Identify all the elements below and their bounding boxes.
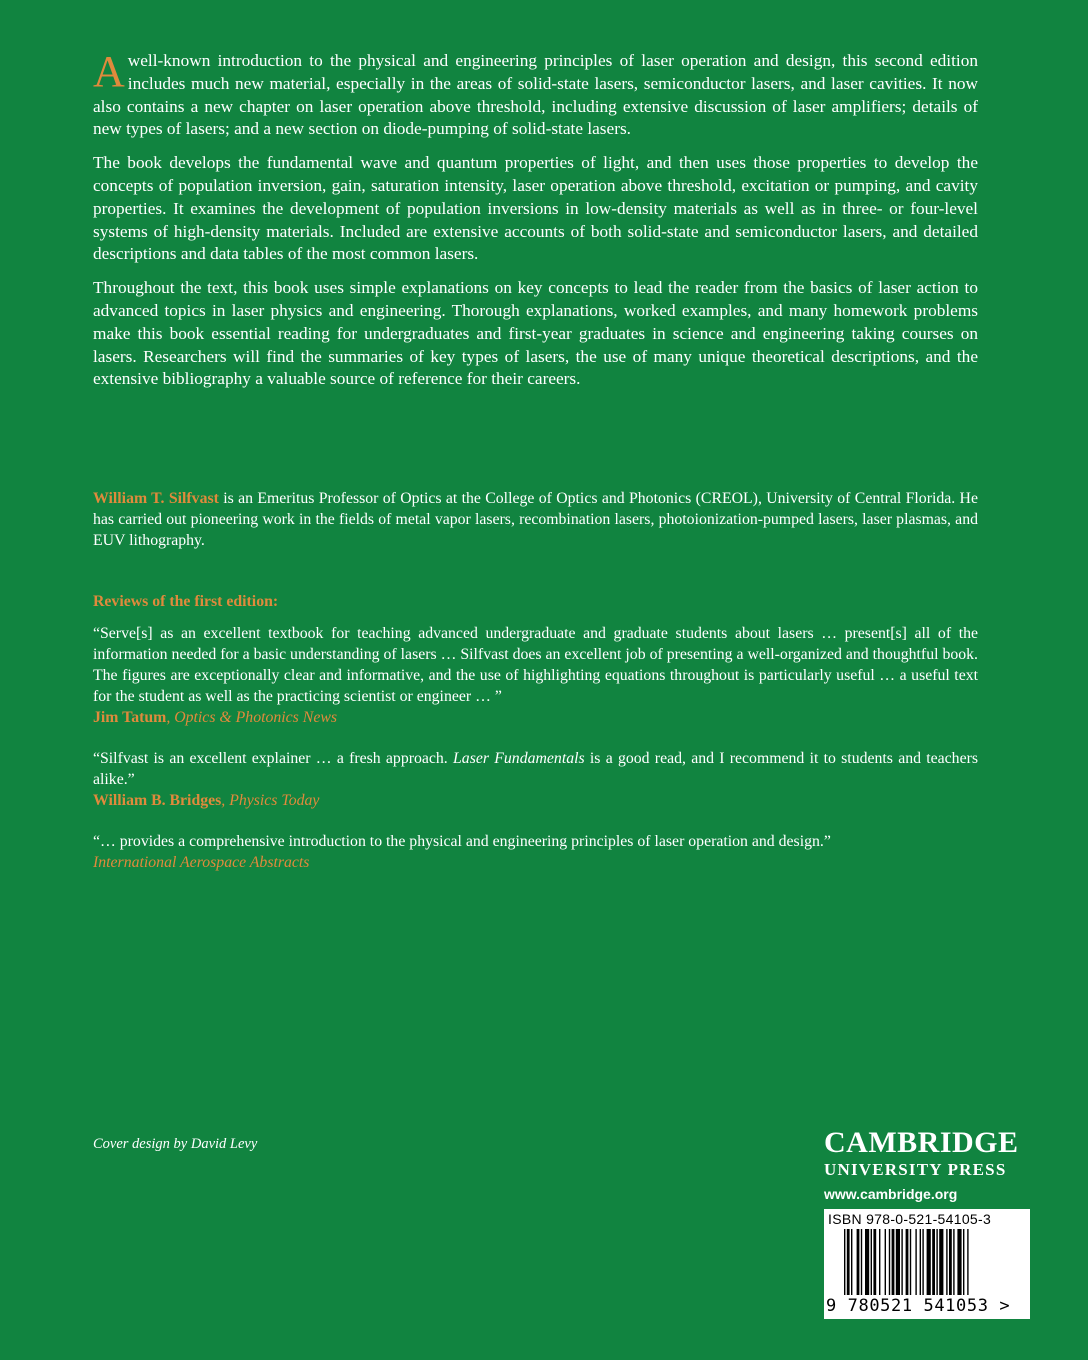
barcode-bar	[896, 1229, 900, 1295]
author-name: William T. Silfvast	[93, 490, 219, 507]
review-2-quote-a: “Silfvast is an excellent explainer … a fresh approach.	[93, 750, 454, 767]
review-2-quote	[93, 748, 978, 790]
barcode-bar	[939, 1229, 943, 1295]
barcode-bar	[906, 1229, 909, 1295]
publisher-name: CAMBRIDGE	[824, 1126, 1019, 1159]
barcode-bar	[847, 1229, 850, 1295]
barcode-bar	[946, 1229, 947, 1295]
barcode-bar	[885, 1229, 886, 1295]
review-3	[93, 831, 978, 873]
cover-design-credit: Cover design by David Levy	[93, 1136, 258, 1152]
barcode-bar	[857, 1229, 860, 1295]
isbn-label: ISBN 978-0-521-54105-3	[828, 1211, 992, 1227]
review-3-publication: International Aerospace Abstracts	[93, 854, 310, 871]
blurb-paragraph-1-text: well-known introduction to the physical and engineering principles of laser operation and design, this second edition includes much new material, especially in the areas of solid-state lasers, semiconductor lasers, and laser cavities. It now also contains a new chapter on laser operation above threshold, including extensive discussion of laser amplifiers; details of new types of lasers; and a new section on diode-pumping of solid-state lasers.	[93, 51, 978, 139]
barcode-bar	[920, 1229, 921, 1295]
blurb-paragraph-2: The book develops the fundamental wave and quantum properties of light, and then uses those properties to develop the concepts of population inversion, gain, saturation intensity, laser operation above threshold, excitation or pumping, and cavity properties. It examines the development of population inversions in low-density materials as well as in three- or four-level systems of high-density materials. Included are extensive accounts of both solid-state and semiconductor lasers, and detailed descriptions and data tables of the most common lasers.	[93, 153, 978, 264]
barcode-bar	[953, 1229, 954, 1295]
review-1-attribution	[93, 707, 978, 728]
author-bio	[93, 488, 978, 551]
review-2-separator: ,	[221, 792, 230, 809]
barcode-digits: 9 780521 541053 >	[826, 1296, 1011, 1316]
barcode-icon	[844, 1229, 1014, 1295]
barcode-bar	[892, 1229, 895, 1295]
review-1-publication: Optics & Photonics News	[174, 709, 338, 726]
review-2	[93, 748, 978, 811]
blurb	[93, 47, 978, 402]
review-1-separator: ,	[166, 709, 175, 726]
review-2-publication: Physics Today	[229, 792, 320, 809]
barcode-bar	[865, 1229, 869, 1295]
barcode-bar	[915, 1229, 916, 1295]
barcode-bar	[901, 1229, 902, 1295]
barcode-bar	[871, 1229, 872, 1295]
blurb-paragraph-3: Throughout the text, this book uses simple explanations on key concepts to lead the reader from the basics of laser action to advanced topics in laser physics and engineering. Thorough explanations, worked examples, and many homework problems make this book essential reading for undergraduates and first-year graduates in science and engineering taking courses on lasers. Researchers will find the summaries of key types of lasers, the use of many unique theoretical descriptions, and the extensive bibliography a valuable source of reference for their careers.	[93, 278, 978, 389]
isbn-barcode	[824, 1209, 1030, 1319]
barcode-bar	[957, 1229, 961, 1295]
barcode-bar	[889, 1229, 890, 1295]
barcode-bar	[844, 1229, 845, 1295]
barcode-bar	[936, 1229, 937, 1295]
review-1	[93, 623, 978, 728]
barcode-bar	[949, 1229, 952, 1295]
review-2-reviewer: William B. Bridges	[93, 792, 222, 809]
author-bio-text: is an Emeritus Professor of Optics at the College of Optics and Photonics (CREOL), University of Central Florida. He has carried out pioneering work in the fields of metal vapor lasers, recombination lasers, photoionization-pumped lasers, laser plasmas, and EUV lithography.	[93, 490, 978, 549]
blurb-paragraph-1	[93, 47, 978, 141]
barcode-bar	[873, 1229, 876, 1295]
barcode-bar	[963, 1229, 964, 1295]
barcode-bar	[879, 1229, 880, 1295]
review-3-quote: “… provides a comprehensive introduction to the physical and engineering principles of laser operation and design.”	[93, 833, 831, 850]
barcode-bar	[861, 1229, 862, 1295]
barcode-bar	[922, 1229, 923, 1295]
review-2-quote-b: is a good read, and I recommend it to students and teachers alike.”	[93, 750, 978, 788]
drop-cap: A	[93, 47, 125, 96]
review-2-book-title: Laser Fundamentals	[453, 750, 585, 767]
reviews-heading: Reviews of the first edition:	[93, 593, 279, 610]
review-1-reviewer: Jim Tatum	[93, 709, 167, 726]
publisher-url: www.cambridge.org	[824, 1186, 958, 1202]
barcode-bar	[932, 1229, 935, 1295]
publisher-subtitle: UNIVERSITY PRESS	[824, 1160, 1007, 1179]
barcode-bar	[910, 1229, 911, 1295]
publisher-logo	[824, 1128, 1034, 1202]
barcode-bar	[851, 1229, 852, 1295]
review-2-attribution	[93, 790, 978, 811]
barcode-bar	[927, 1229, 931, 1295]
barcode-bar	[967, 1229, 968, 1295]
review-1-quote: “Serve[s] as an excellent textbook for teaching advanced undergraduate and graduate students about lasers … present[s] all of the information needed for a basic understanding of lasers … Silfvast does an excellent job of presenting a well-organized and thoughtful book. The figures are exceptionally clear and informative, and the use of highlighting equations throughout is particularly useful … a useful text for the student as well as the practicing scientist or engineer … ”	[93, 625, 978, 705]
